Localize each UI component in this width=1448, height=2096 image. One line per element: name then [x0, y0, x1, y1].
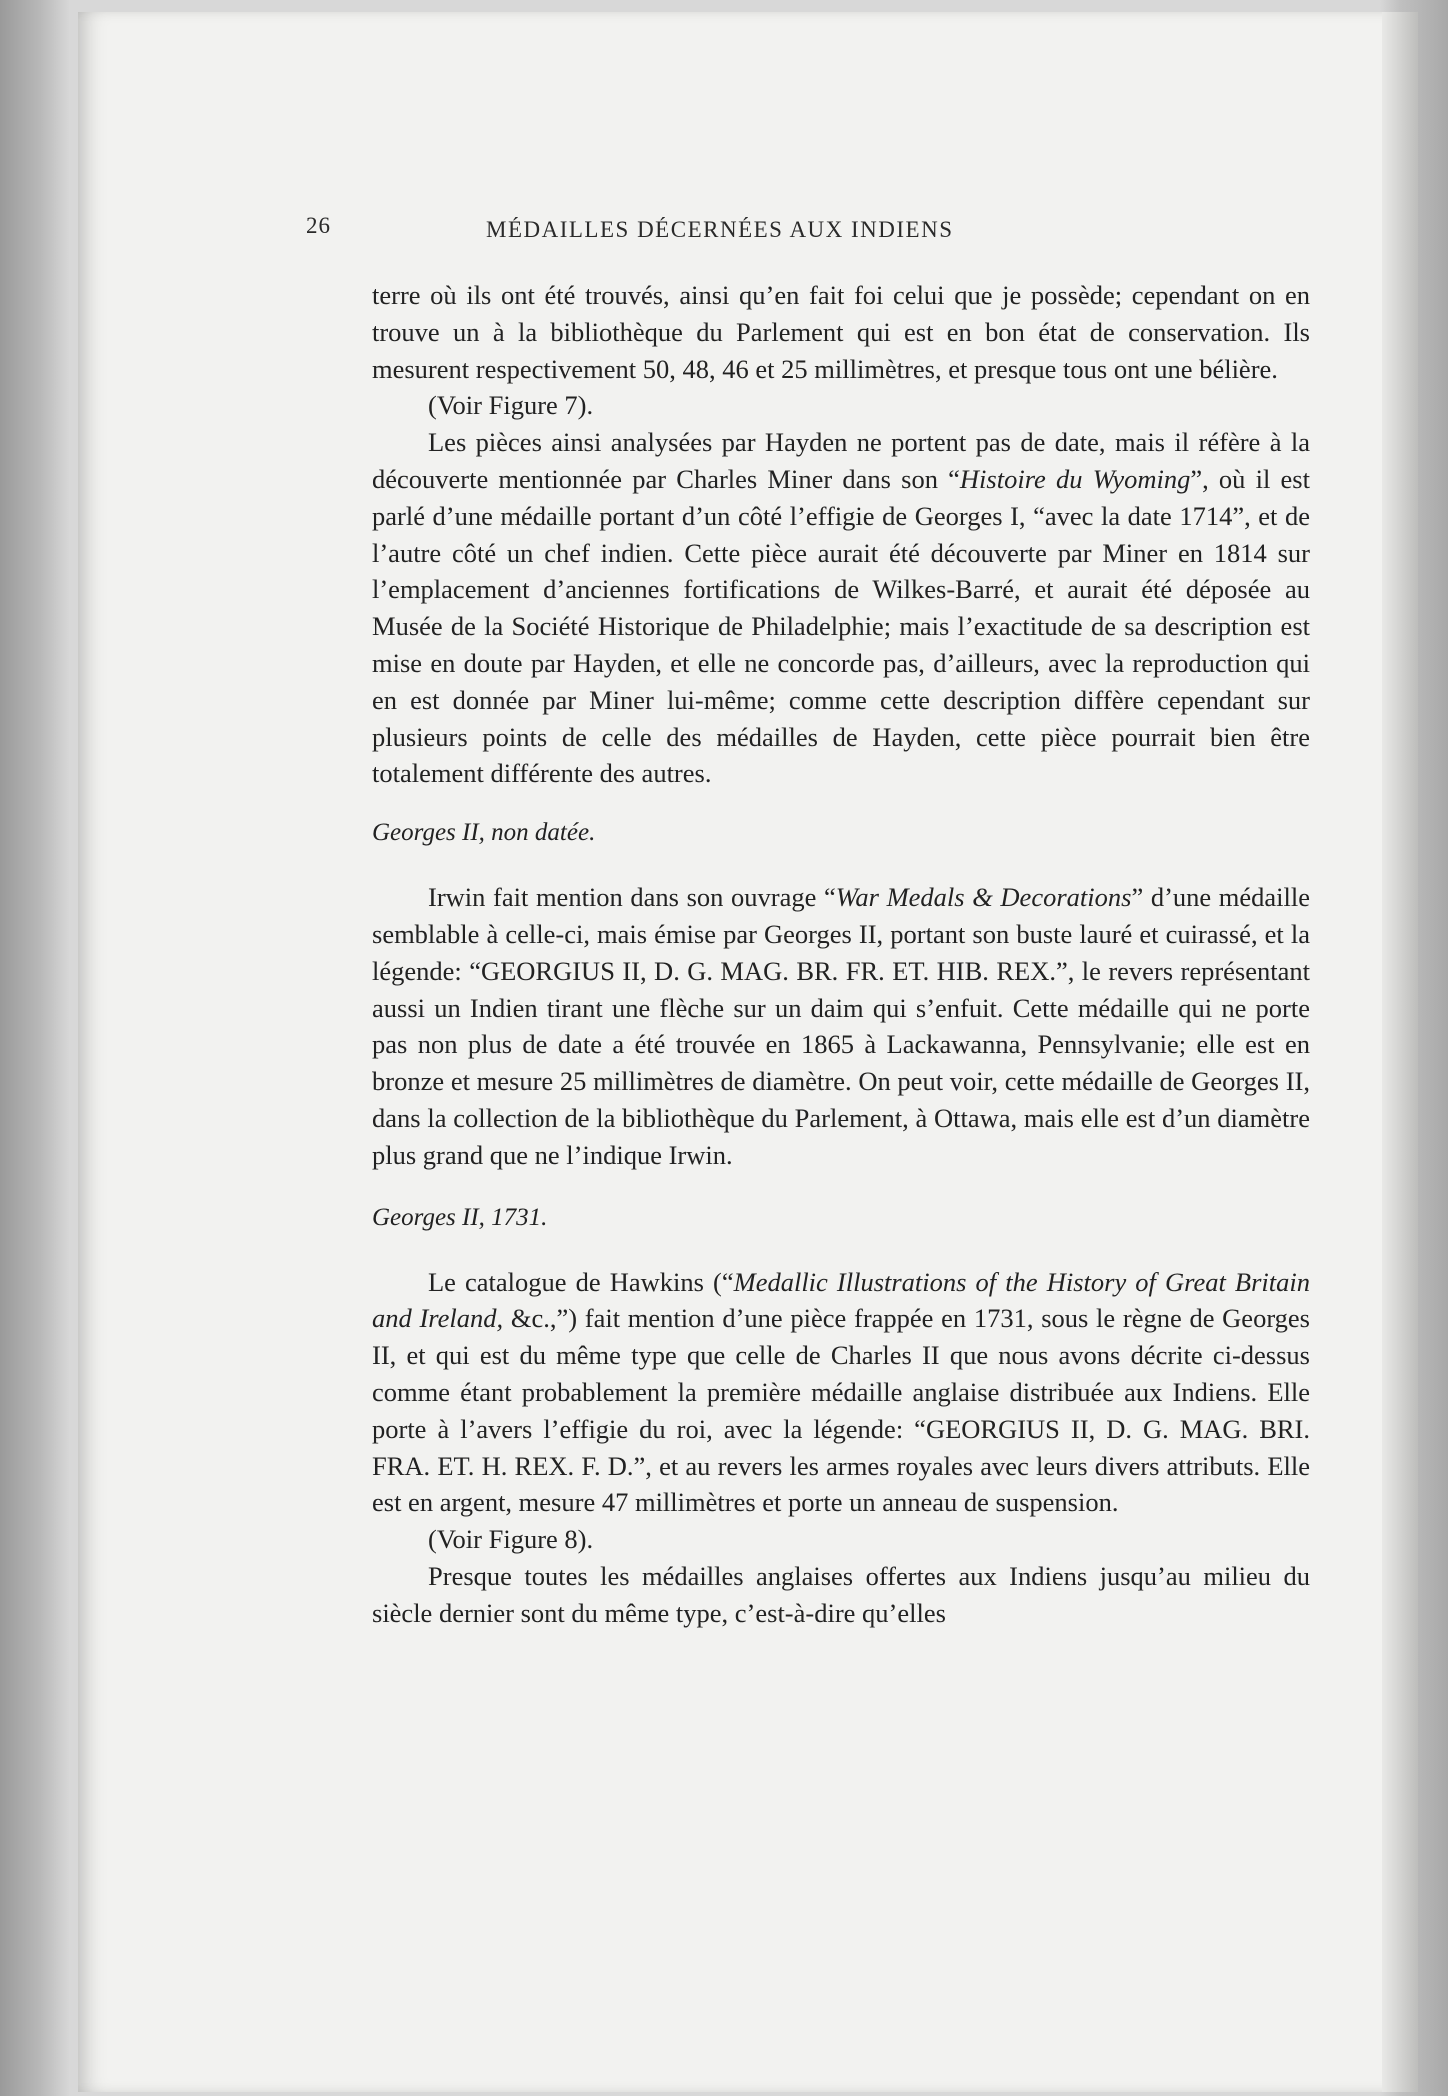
paragraph-3	[372, 879, 1310, 1173]
running-title: MÉDAILLES DÉCERNÉES AUX INDIENS	[486, 217, 954, 242]
paragraph-4	[372, 1264, 1310, 1522]
paragraph-2-text-start: Les pièces ainsi analysées par Hayden ne portent pas de date, mais il réfère à la découverte mentionnée par Charles Miner dans son “	[372, 427, 1310, 494]
paragraph-5: Presque toutes les médailles anglaises offertes aux Indiens jusqu’au milieu du siècle dernier sont du même type, c’est-à-dire qu’elles	[372, 1560, 1310, 1628]
paragraph-2-text-end: ”, où il est parlé d’une médaille portant d’un côté l’effigie de Georges I, “avec la date 1714”, et de l’autre côté un chef indien. Cette pièce aurait été découverte par Miner en 1814 sur l’emplacement d’anciennes fortifications de Wilkes-Barré, et aurait été déposée au Musée de la Société Historique de Philadelphie; mais l’exactitude de sa description est mise en doute par Hayden, et elle ne concorde pas, d’ailleurs, avec la reproduction qui en est donnée par Miner lui-même; comme cette description diffère cependant sur plusieurs points de celle des médailles de Hayden, cette pièce pourrait bien être totalement différente des autres.	[372, 463, 1310, 789]
figure-reference-7: (Voir Figure 7).	[428, 390, 594, 421]
paragraph-4-text-end: &c.,”) fait mention d’une pièce frappée en 1731, sous le règne de Georges II, et qui est du même type que celle de Charles II que nous avons décrite ci-dessus comme étant probablement la première médaille anglaise distribuée aux Indiens. Elle porte à l’avers l’effigie du roi, avec la légende: “GEORGIUS II, D. G. MAG. BRI. FRA. ET. H. REX. F. D.”, et au revers les armes royales avec leurs divers attributs. Elle est en argent, mesure 47 millimètres et porte un anneau de suspension.	[372, 1303, 1310, 1518]
paragraph-3-title: War Medals & Decorations	[835, 882, 1132, 913]
paragraph-4-text-start: Le catalogue de Hawkins (“	[428, 1266, 734, 1297]
paragraph-3-text-start: Irwin fait mention dans son ouvrage “	[428, 882, 836, 913]
main-text	[372, 277, 1310, 1632]
page-number: 26	[306, 213, 331, 238]
paragraph-2-title: Histoire du Wyoming	[959, 463, 1191, 494]
paragraph-4-title: Medallic Illustrations of the History of Great Britain and Ireland,	[372, 1266, 1310, 1334]
section-heading-georges-ii-undated: Georges II, non datée.	[372, 819, 596, 847]
section-heading-georges-ii-1731: Georges II, 1731.	[372, 1203, 548, 1231]
paragraph-3-text-end: ” d’une médaille semblable à celle-ci, mais émise par Georges II, portant son buste lauré et cuirassé, et la légende: “GEORGIUS II, D. G. MAG. BR. FR. ET. HIB. REX.”, le revers représentant aussi un Indien tirant une flèche sur un daim qui s’enfuit. Cette médaille qui ne porte pas non plus de date a été trouvée en 1865 à Lackawanna, Pennsylvanie; elle est en bronze et mesure 25 millimètres de diamètre. On peut voir, cette médaille de Georges II, dans la collection de la bibliothèque du Parlement, à Ottawa, mais elle est d’un diamètre plus grand que ne l’indique Irwin.	[372, 882, 1310, 1170]
running-header	[306, 213, 1122, 253]
paragraph-1: terre où ils ont été trouvés, ainsi qu’en fait foi celui que je possède; cependant on en trouve un à la bibliothèque du Parlement qui est en bon état de conservation. Ils mesurent respectivement 50, 48, 46 et 25 millimètres, et presque tous ont une bélière.	[372, 280, 1310, 384]
page-edge	[1382, 12, 1418, 2092]
paragraph-2	[372, 424, 1310, 792]
figure-reference-8: (Voir Figure 8).	[428, 1524, 594, 1555]
